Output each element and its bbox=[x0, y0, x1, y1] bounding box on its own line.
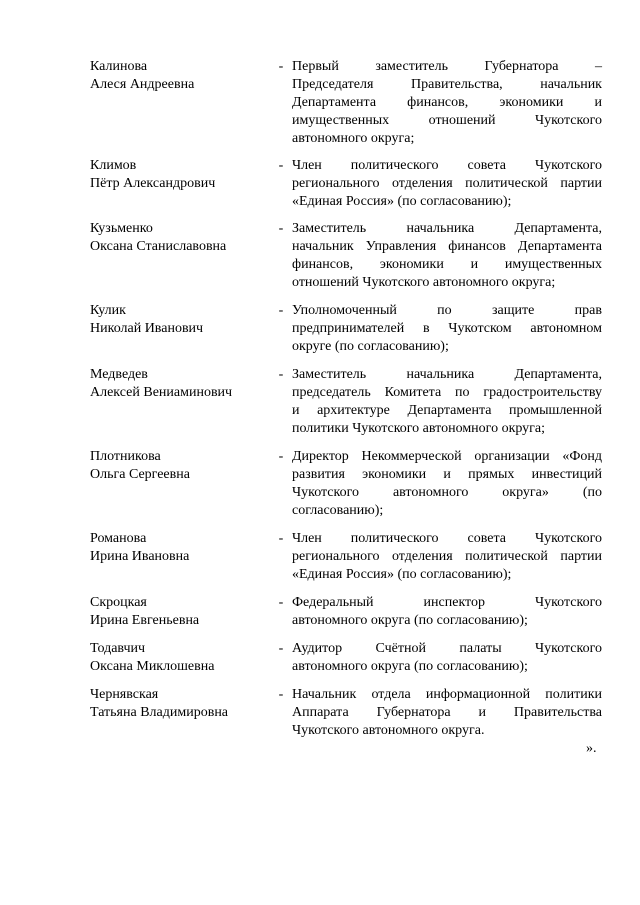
member-position bbox=[292, 220, 602, 292]
position-line: согласованию); bbox=[292, 503, 384, 518]
member-name bbox=[90, 220, 275, 256]
member-position bbox=[292, 530, 602, 584]
member-surname: Скроцкая bbox=[90, 595, 147, 610]
dash-separator: - bbox=[278, 59, 284, 74]
member-given-names: Ольга Сергеевна bbox=[90, 467, 190, 482]
member-given-names: Татьяна Владимировна bbox=[90, 705, 229, 720]
member-name bbox=[90, 366, 275, 402]
member-name bbox=[90, 686, 275, 722]
member-name bbox=[90, 640, 275, 676]
position-line: Член политического совета Чукотского bbox=[292, 531, 602, 546]
member-given-names: Ирина Евгеньевна bbox=[90, 613, 200, 628]
closing-quote-mark: ». bbox=[586, 741, 597, 756]
member-given-names: Пётр Александрович bbox=[90, 176, 216, 191]
member-surname: Тодавчич bbox=[90, 641, 146, 656]
position-line: Первый заместитель Губернатора – bbox=[292, 59, 602, 74]
member-name bbox=[90, 594, 275, 630]
dash-separator: - bbox=[278, 221, 284, 236]
position-line: регионального отделения политической партии bbox=[292, 176, 602, 191]
member-surname: Кулик bbox=[90, 303, 126, 318]
position-line: политики Чукотского автономного округа; bbox=[292, 421, 546, 436]
position-line: Чукотского автономного округа. bbox=[292, 723, 485, 738]
member-given-names: Оксана Миклошевна bbox=[90, 659, 215, 674]
member-surname: Калинова bbox=[90, 59, 148, 74]
member-position bbox=[292, 366, 602, 438]
position-line: автономного округа (по согласованию); bbox=[292, 613, 528, 628]
position-line: председатель Комитета по градостроительству bbox=[292, 385, 602, 400]
position-line: Заместитель начальника Департамента, bbox=[292, 367, 602, 382]
member-name bbox=[90, 58, 275, 94]
member-surname: Романова bbox=[90, 531, 147, 546]
member-surname: Кузьменко bbox=[90, 221, 153, 236]
dash-separator: - bbox=[278, 687, 284, 702]
position-line: финансов, экономики и имущественных bbox=[292, 257, 602, 272]
member-name bbox=[90, 448, 275, 484]
dash-separator: - bbox=[278, 303, 284, 318]
dash-separator: - bbox=[278, 641, 284, 656]
position-line: Аудитор Счётной палаты Чукотского bbox=[292, 641, 602, 656]
position-line: регионального отделения политической партии bbox=[292, 549, 602, 564]
member-given-names: Алеся Андреевна bbox=[90, 77, 195, 92]
member-position bbox=[292, 594, 602, 630]
member-position bbox=[292, 640, 602, 676]
member-name bbox=[90, 157, 275, 193]
position-line: Аппарата Губернатора и Правительства bbox=[292, 705, 602, 720]
dash-separator: - bbox=[278, 449, 284, 464]
position-line: Директор Некоммерческой организации «Фонд bbox=[292, 449, 602, 464]
dash-separator: - bbox=[278, 595, 284, 610]
member-given-names: Алексей Вениаминович bbox=[90, 385, 233, 400]
position-line: «Единая Россия» (по согласованию); bbox=[292, 194, 512, 209]
position-line: Начальник отдела информационной политики bbox=[292, 687, 602, 702]
position-line: Департамента финансов, экономики и bbox=[292, 95, 602, 110]
dash-separator: - bbox=[278, 367, 284, 382]
position-line: Член политического совета Чукотского bbox=[292, 158, 602, 173]
member-name bbox=[90, 302, 275, 338]
position-line: автономного округа (по согласованию); bbox=[292, 659, 528, 674]
position-line: округе (по согласованию); bbox=[292, 339, 449, 354]
dash-separator: - bbox=[278, 531, 284, 546]
member-given-names: Оксана Станиславовна bbox=[90, 239, 227, 254]
member-surname: Медведев bbox=[90, 367, 148, 382]
position-line: и архитектуре Департамента промышленной bbox=[292, 403, 602, 418]
position-line: отношений Чукотского автономного округа; bbox=[292, 275, 556, 290]
member-position bbox=[292, 686, 602, 740]
position-line: «Единая Россия» (по согласованию); bbox=[292, 567, 512, 582]
position-line: Председателя Правительства, начальник bbox=[292, 77, 602, 92]
member-name bbox=[90, 530, 275, 566]
member-surname: Чернявская bbox=[90, 687, 159, 702]
position-line: Уполномоченный по защите прав bbox=[292, 303, 602, 318]
member-position bbox=[292, 302, 602, 356]
member-position bbox=[292, 157, 602, 211]
position-line: Федеральный инспектор Чукотского bbox=[292, 595, 602, 610]
position-line: имущественных отношений Чукотского bbox=[292, 113, 602, 128]
member-surname: Климов bbox=[90, 158, 137, 173]
position-line: развития экономики и прямых инвестиций bbox=[292, 467, 602, 482]
position-line: автономного округа; bbox=[292, 131, 415, 146]
member-given-names: Ирина Ивановна bbox=[90, 549, 190, 564]
position-line: предпринимателей в Чукотском автономном bbox=[292, 321, 602, 336]
position-line: начальник Управления финансов Департамента bbox=[292, 239, 602, 254]
position-line: Чукотского автономного округа» (по bbox=[292, 485, 602, 500]
member-given-names: Николай Иванович bbox=[90, 321, 204, 336]
position-line: Заместитель начальника Департамента, bbox=[292, 221, 602, 236]
member-position bbox=[292, 58, 602, 148]
dash-separator: - bbox=[278, 158, 284, 173]
member-position bbox=[292, 448, 602, 520]
member-surname: Плотникова bbox=[90, 449, 161, 464]
